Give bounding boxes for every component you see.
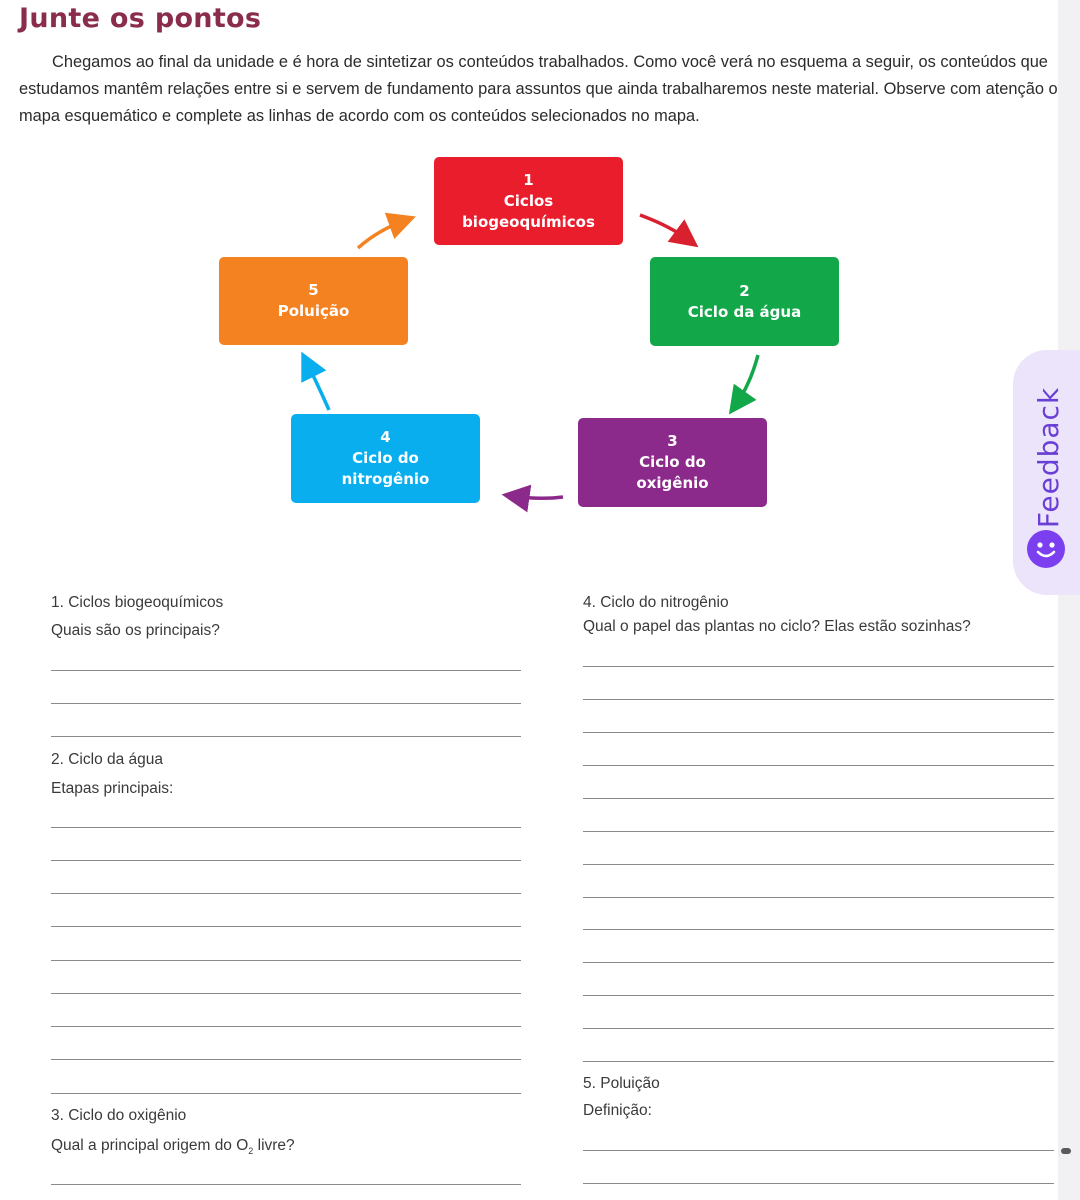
answer-line[interactable] — [583, 666, 1054, 667]
scrollbar-thumb[interactable] — [1061, 1148, 1071, 1154]
arrow-4-to-5 — [306, 361, 329, 410]
scrollbar-track[interactable] — [1058, 0, 1080, 1200]
answer-line[interactable] — [583, 798, 1054, 799]
answer-line[interactable] — [51, 703, 521, 704]
answer-line[interactable] — [51, 1093, 521, 1094]
node-label-line1: Ciclo da água — [687, 302, 802, 321]
answer-line[interactable] — [51, 1026, 521, 1027]
answer-line[interactable] — [583, 1061, 1054, 1062]
intro-paragraph: Chegamos ao final da unidade e é hora de sintetizar os conteúdos trabalhados. Como você verá no esquema a seguir, os conteúdos que estudamos mantêm relações entre si e servem de fundamento para assuntos que ainda trabalharemos neste material. Observe com atenção o mapa esquemático e complete as linhas de acordo com os conteúdos selecionados no mapa. — [19, 53, 1058, 125]
arrow-2-to-3 — [735, 355, 758, 406]
answer-line[interactable] — [51, 670, 521, 671]
answer-line[interactable] — [583, 929, 1054, 930]
answer-line[interactable] — [51, 1059, 521, 1060]
node-label-line1: Ciclo do — [639, 453, 706, 471]
section-1-title: 1. Ciclos biogeoquímicos — [51, 594, 224, 611]
feedback-label: Feedback — [1032, 386, 1066, 529]
answer-line[interactable] — [583, 962, 1054, 963]
answer-line[interactable] — [583, 732, 1054, 733]
feedback-button[interactable] — [1013, 350, 1080, 595]
node-number: 5 — [308, 281, 319, 299]
section-1-question: Quais são os principais? — [51, 622, 220, 639]
answer-line[interactable] — [51, 1184, 521, 1185]
answer-line[interactable] — [51, 960, 521, 961]
answer-line[interactable] — [583, 765, 1054, 766]
arrow-5-to-1 — [358, 220, 406, 248]
answer-line[interactable] — [51, 893, 521, 894]
node-label-line1: Ciclos — [503, 191, 554, 210]
answer-line[interactable] — [51, 926, 521, 927]
section-5-title: 5. Poluição — [583, 1075, 660, 1092]
page-title: Junte os pontos — [19, 3, 262, 34]
answer-line[interactable] — [51, 860, 521, 861]
answer-line[interactable] — [583, 1150, 1054, 1151]
answer-line[interactable] — [583, 995, 1054, 996]
node-label-line1: Ciclo do — [352, 449, 419, 467]
answer-line[interactable] — [583, 1028, 1054, 1029]
arrow-3-to-4 — [512, 496, 563, 498]
section-4-question: Qual o papel das plantas no ciclo? Elas estão sozinhas? — [583, 618, 971, 635]
section-2-title: 2. Ciclo da água — [51, 751, 164, 768]
diagram-arrows — [0, 0, 1000, 560]
node-number: 4 — [380, 428, 391, 446]
node-number: 2 — [739, 281, 750, 300]
section-5-question: Definição: — [583, 1102, 652, 1119]
answer-line[interactable] — [583, 864, 1054, 865]
smiley-icon — [1027, 530, 1065, 568]
node-label-line2: oxigênio — [636, 474, 709, 492]
arrow-1-to-2 — [640, 215, 690, 241]
answer-line[interactable] — [51, 827, 521, 828]
section-4-title: 4. Ciclo do nitrogênio — [583, 594, 729, 611]
node-label-line2: biogeoquímicos — [462, 212, 595, 231]
answer-line[interactable] — [583, 1183, 1054, 1184]
node-number: 1 — [523, 170, 534, 189]
section-2-question: Etapas principais: — [51, 780, 174, 797]
answer-line[interactable] — [583, 699, 1054, 700]
answer-line[interactable] — [583, 897, 1054, 898]
answer-line[interactable] — [51, 736, 521, 737]
node-label-line1: Poluição — [277, 302, 350, 320]
node-label-line2: nitrogênio — [341, 470, 430, 488]
answer-line[interactable] — [583, 831, 1054, 832]
section-3-title: 3. Ciclo do oxigênio — [51, 1107, 187, 1124]
answer-line[interactable] — [51, 993, 521, 994]
section-3-question: Qual a principal origem do $O_2$ livre? — [51, 1137, 295, 1157]
node-number: 3 — [667, 432, 678, 450]
